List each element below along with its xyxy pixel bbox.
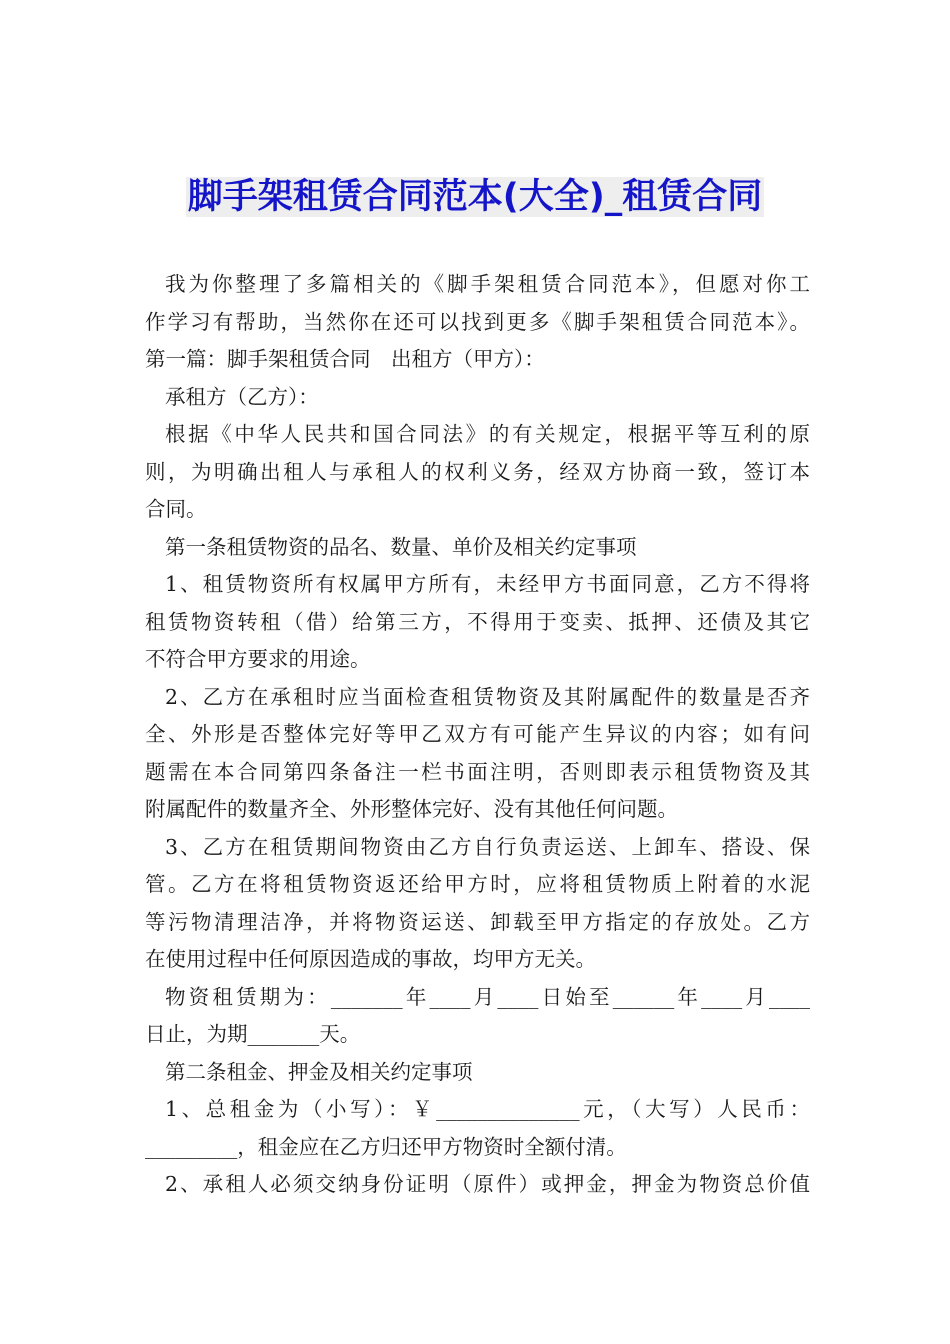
paragraph-line: _________，租金应在乙方归还甲方物资时全额付清。: [145, 1134, 627, 1159]
paragraph-line: 合同。: [145, 497, 207, 521]
paragraph-line: 3、乙方在租赁期间物资由乙方自行负责运送、上卸车、搭设、保: [165, 834, 810, 859]
paragraph-line: 我为你整理了多篇相关的《脚手架租赁合同范本》，但愿对你工: [165, 272, 810, 296]
paragraph-line: 管。乙方在将租赁物资返还给甲方时，应将租赁物质上附着的水泥: [145, 872, 810, 896]
document-title: [0, 172, 950, 222]
paragraph-line: 则，为明确出租人与承租人的权利义务，经双方协商一致，签订本: [145, 459, 810, 484]
paragraph-line: 承租方（乙方）：: [165, 384, 319, 409]
paragraph-line: 不符合甲方要求的用途。: [145, 647, 371, 671]
paragraph-line: 根据《中华人民共和国合同法》的有关规定，根据平等互利的原: [165, 422, 810, 446]
paragraph-line: 全、外形是否整体完好等甲乙双方有可能产生异议的内容；如有问: [145, 722, 810, 746]
paragraph-line: 第一篇：脚手架租赁合同 出租方（甲方）：: [145, 347, 545, 371]
paragraph-line: 附属配件的数量齐全、外形整体完好、没有其他任何问题。: [145, 797, 678, 821]
paragraph-line: 第二条租金、押金及相关约定事项: [165, 1059, 473, 1084]
paragraph-line: 2、乙方在承租时应当面检查租赁物资及其附属配件的数量是否齐: [165, 684, 810, 709]
paragraph-line: 在使用过程中任何原因造成的事故，均甲方无关。: [145, 947, 596, 971]
paragraph-line: 题需在本合同第四条备注一栏书面注明，否则即表示租赁物资及其: [145, 759, 810, 784]
paragraph-line: 租赁物资转租（借）给第三方，不得用于变卖、抵押、还债及其它: [145, 609, 810, 634]
paragraph-line: 物资租赁期为：_______年____月____日始至______年____月____: [165, 984, 810, 1009]
document-title-text: 脚手架租赁合同范本(大全)_租赁合同: [187, 177, 763, 217]
paragraph-line: 等污物清理洁净，并将物资运送、卸载至甲方指定的存放处。乙方: [145, 909, 810, 934]
document-body: [145, 266, 810, 1204]
paragraph-line: 日止，为期_______天。: [145, 1022, 361, 1046]
paragraph-line: 作学习有帮助，当然你在还可以找到更多《脚手架租赁合同范本》。: [145, 309, 810, 334]
paragraph-line: 1、总租金为（小写）：￥______________元，（大写）人民币：: [165, 1097, 810, 1121]
paragraph-line: 2、承租人必须交纳身份证明（原件）或押金，押金为物资总价值: [165, 1172, 810, 1196]
paragraph-line: 第一条租赁物资的品名、数量、单价及相关约定事项: [165, 534, 637, 559]
paragraph-line: 1、租赁物资所有权属甲方所有，未经甲方书面同意，乙方不得将: [165, 572, 810, 596]
